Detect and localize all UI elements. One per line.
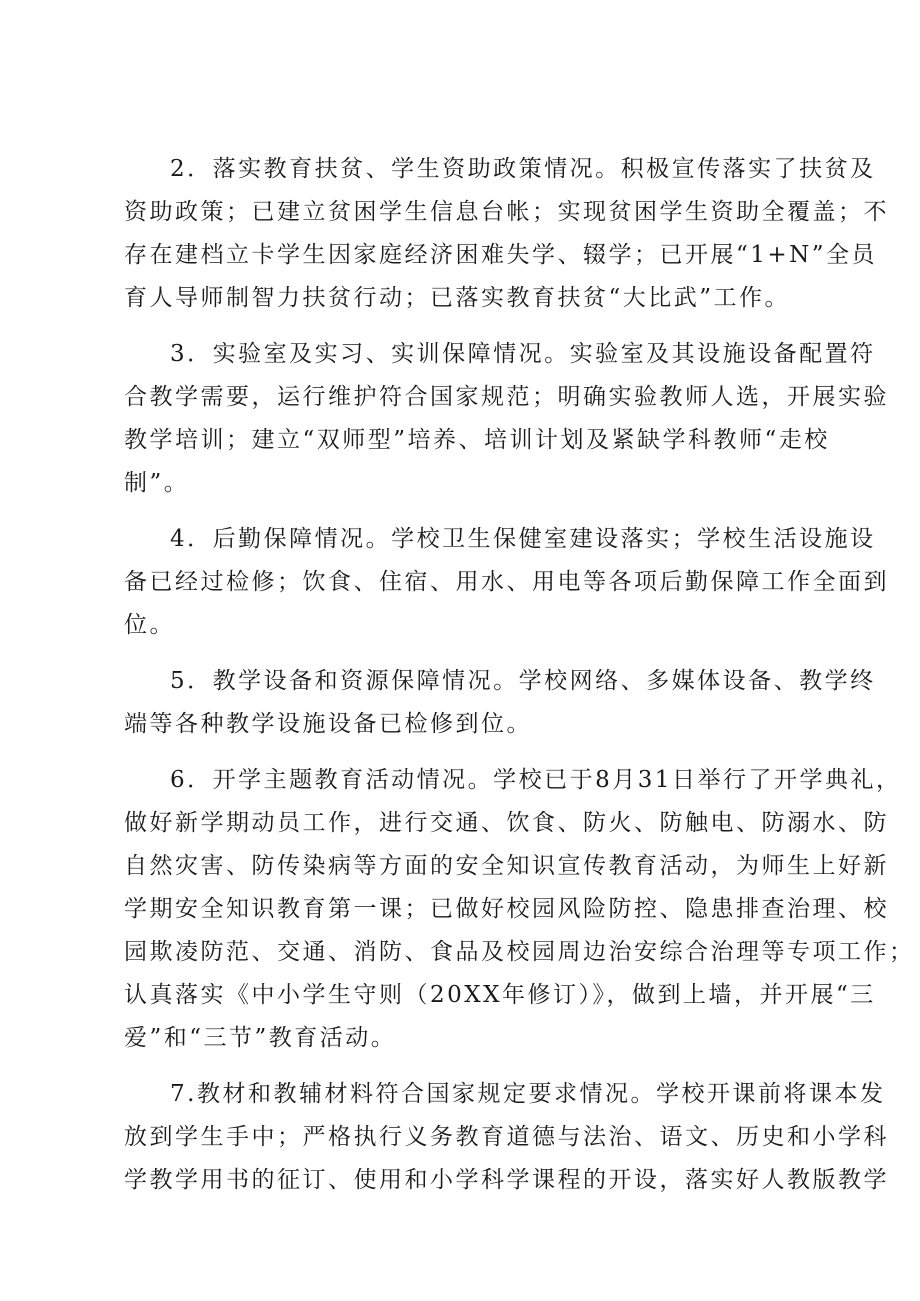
paragraph-line: 2．落实教育扶贫、学生资助政策情况。积极宣传落实了扶贫及 [170,156,876,182]
paragraph-4 [124,518,889,647]
paragraph-3 [124,333,889,505]
paragraph-line: 园欺凌防范、交通、消防、食品及校园周边治安综合治理等专项工作； [124,939,915,965]
paragraph-line: 认真落实《中小学生守则（20XX年修订）》，做到上墙，并开展“三 [124,982,876,1008]
paragraph-line: 合教学需要，运行维护符合国家规范；明确实验教师人选，开展实验 [124,384,889,410]
paragraph-line: 6．开学主题教育活动情况。学校已于8月31日举行了开学典礼， [170,767,902,793]
paragraph-line: 育人导师制智力扶贫行动；已落实教育扶贫“大比武”工作。 [124,285,791,311]
paragraph-line: 资助政策；已建立贫困学生信息台帐；实现贫困学生资助全覆盖；不 [124,199,889,225]
paragraph-line: 教学培训；建立“双师型”培养、培训计划及紧缺学科教师“走校 [124,427,830,453]
document-body [124,148,915,1215]
paragraph-5 [124,660,876,746]
paragraph-line: 放到学生手中；严格执行义务教育道德与法治、语文、历史和小学科 [124,1124,889,1150]
paragraph-7 [124,1073,889,1202]
paragraph-line: 4．后勤保障情况。学校卫生保健室建设落实；学校生活设施设 [170,526,876,552]
paragraph-line: 学期安全知识教育第一课；已做好校园风险防控、隐患排查治理、校 [124,896,889,922]
paragraph-line: 制”。 [124,470,190,496]
paragraph-line: 爱”和“三节”教育活动。 [124,1025,397,1051]
paragraph-line: 做好新学期动员工作，进行交通、饮食、防火、防触电、防溺水、防 [124,810,889,836]
paragraph-line: 5．教学设备和资源保障情况。学校网络、多媒体设备、教学终 [170,668,876,694]
paragraph-line: 端等各种教学设施设备已检修到位。 [124,711,532,737]
paragraph-line: 备已经过检修；饮食、住宿、用水、用电等各项后勤保障工作全面到 [124,569,889,595]
paragraph-2 [124,148,889,320]
paragraph-6 [124,759,915,1060]
paragraph-line: 学教学用书的征订、使用和小学科学课程的开设，落实好人教版教学 [124,1167,889,1193]
paragraph-line: 7.教材和教辅材料符合国家规定要求情况。学校开课前将课本发 [170,1081,886,1107]
paragraph-line: 3．实验室及实习、实训保障情况。实验室及其设施设备配置符 [170,341,876,367]
paragraph-line: 位。 [124,612,175,638]
paragraph-line: 自然灾害、防传染病等方面的安全知识宣传教育活动，为师生上好新 [124,853,889,879]
paragraph-line: 存在建档立卡学生因家庭经济困难失学、辍学；已开展“1+N”全员 [124,242,878,268]
